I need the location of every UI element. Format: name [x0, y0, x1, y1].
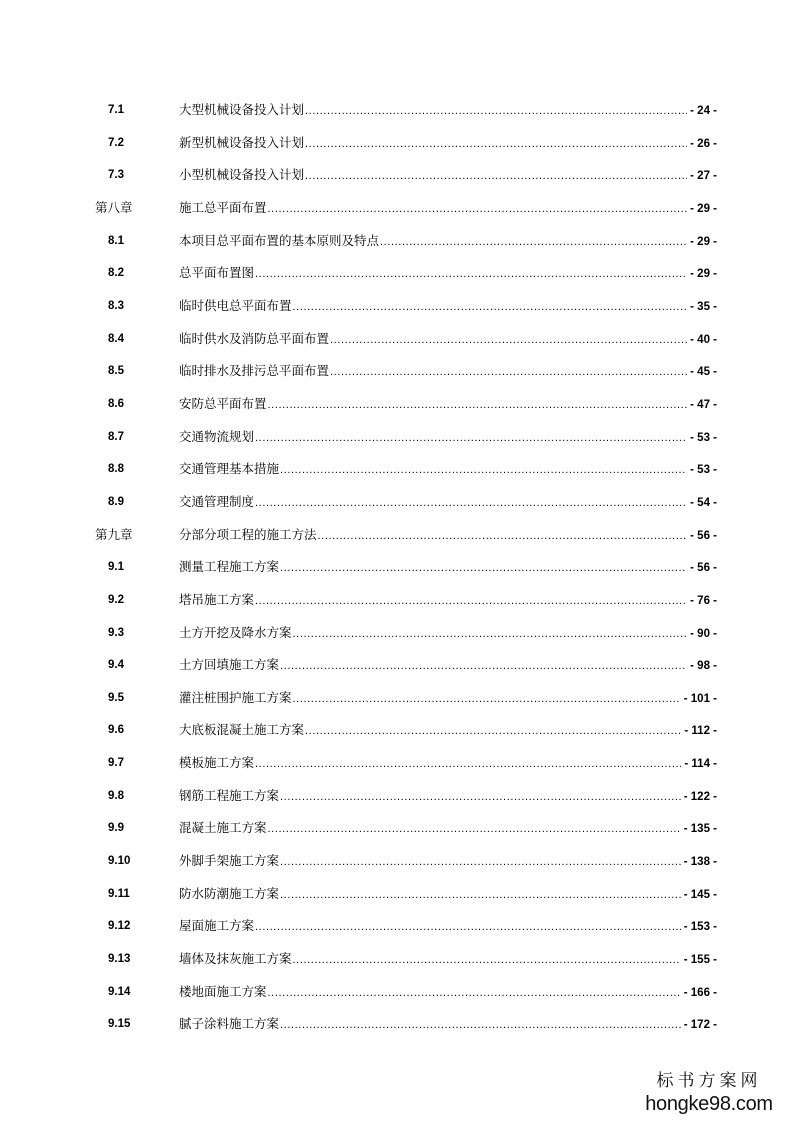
toc-entry[interactable] — [0, 290, 793, 323]
dot-leader — [318, 520, 688, 553]
dot-leader — [255, 422, 687, 455]
toc-entry-number: 8.4 — [108, 332, 124, 345]
toc-entry-title: 楼地面施工方案 — [179, 983, 267, 999]
watermark-url: hongke98.com — [645, 1093, 773, 1115]
toc-entry-page: - 172 - — [683, 1019, 717, 1032]
dot-leader — [293, 944, 681, 977]
toc-entry[interactable] — [0, 1008, 793, 1041]
toc-entry[interactable] — [0, 421, 793, 454]
dot-leader — [268, 193, 688, 226]
toc-entry-title: 分部分项工程的施工方法 — [179, 526, 317, 542]
toc-entry-number: 7.1 — [108, 104, 124, 116]
toc-entry-title: 外脚手架施工方案 — [179, 853, 280, 869]
toc-entry[interactable] — [0, 355, 793, 388]
toc-entry[interactable] — [0, 649, 793, 682]
toc-entry[interactable] — [0, 714, 793, 747]
toc-entry-page: - 56 - — [690, 529, 717, 542]
toc-entry-title: 屋面施工方案 — [179, 918, 255, 934]
toc-entry[interactable] — [0, 388, 793, 421]
toc-entry-page: - 53 - — [690, 431, 717, 444]
toc-entry-number: 9.4 — [108, 659, 124, 672]
dot-leader — [255, 487, 687, 520]
dot-leader — [280, 650, 687, 683]
toc-chapter-number: 第九章 — [95, 526, 133, 542]
toc-entry-title: 大底板混凝土施工方案 — [179, 722, 305, 738]
toc-entry-number: 8.8 — [108, 463, 124, 476]
toc-entry-page: - 98 - — [690, 660, 717, 673]
toc-entry-number: 9.12 — [108, 920, 131, 933]
toc-entry-number: 8.7 — [108, 430, 124, 443]
toc-entry[interactable] — [0, 127, 793, 160]
toc-entry-number: 8.6 — [108, 397, 124, 410]
table-of-contents — [0, 94, 793, 1041]
site-watermark — [639, 1070, 779, 1116]
toc-entry-title: 腻子涂料施工方案 — [179, 1016, 280, 1032]
toc-entry-page: - 35 - — [690, 300, 717, 313]
dot-leader — [280, 454, 687, 487]
toc-entry[interactable] — [0, 976, 793, 1009]
dot-leader — [330, 356, 687, 389]
toc-entry-title: 小型机械设备投入计划 — [179, 167, 305, 183]
dot-leader — [305, 160, 687, 193]
toc-entry-title: 总平面布置图 — [179, 265, 255, 281]
dot-leader — [268, 813, 681, 846]
toc-entry-page: - 45 - — [690, 366, 717, 379]
dot-leader — [255, 258, 687, 291]
toc-entry-page: - 56 - — [690, 562, 717, 575]
toc-entry[interactable] — [0, 584, 793, 617]
toc-entry-page: - 76 - — [690, 594, 717, 607]
toc-entry-page: - 54 - — [690, 496, 717, 509]
dot-leader — [305, 128, 687, 161]
dot-leader — [280, 781, 681, 814]
toc-entry-number: 9.3 — [108, 626, 124, 639]
toc-chapter-entry[interactable] — [0, 519, 793, 552]
toc-chapter-number: 第八章 — [95, 199, 133, 215]
toc-entry[interactable] — [0, 486, 793, 519]
dot-leader — [380, 226, 687, 259]
toc-entry-page: - 155 - — [683, 954, 717, 967]
toc-entry-title: 安防总平面布置 — [179, 395, 267, 411]
toc-entry-page: - 112 - — [684, 725, 717, 738]
dot-leader — [280, 846, 681, 879]
toc-entry[interactable] — [0, 551, 793, 584]
toc-entry-title: 临时供电总平面布置 — [179, 297, 292, 313]
toc-entry-title: 混凝土施工方案 — [179, 820, 267, 836]
dot-leader — [268, 977, 681, 1010]
toc-entry[interactable] — [0, 94, 793, 127]
toc-entry-number: 8.3 — [108, 299, 124, 312]
toc-entry-page: - 27 - — [690, 170, 717, 183]
toc-entry-page: - 53 - — [690, 464, 717, 477]
toc-entry-title: 新型机械设备投入计划 — [179, 134, 305, 150]
toc-entry[interactable] — [0, 910, 793, 943]
toc-entry-title: 土方开挖及降水方案 — [179, 624, 292, 640]
watermark-title: 标书方案网 — [656, 1071, 762, 1091]
toc-entry[interactable] — [0, 747, 793, 780]
toc-entry-title: 墙体及抹灰施工方案 — [179, 951, 292, 967]
toc-entry-title: 灌注桩围护施工方案 — [179, 689, 292, 705]
toc-entry-number: 9.6 — [108, 724, 124, 737]
dot-leader — [280, 1009, 681, 1042]
toc-entry[interactable] — [0, 323, 793, 356]
toc-entry-title: 临时排水及排污总平面布置 — [179, 363, 330, 379]
toc-entry[interactable] — [0, 225, 793, 258]
toc-entry-page: - 47 - — [690, 398, 717, 411]
toc-entry[interactable] — [0, 780, 793, 813]
toc-entry-page: - 145 - — [683, 888, 717, 901]
toc-entry-page: - 29 - — [690, 235, 717, 248]
dot-leader — [280, 879, 681, 912]
toc-entry-page: - 114 - — [684, 758, 717, 771]
dot-leader — [255, 585, 687, 618]
toc-entry[interactable] — [0, 878, 793, 911]
toc-entry-page: - 24 - — [690, 105, 717, 117]
toc-entry-number: 7.2 — [108, 136, 124, 149]
toc-entry-title: 防水防潮施工方案 — [179, 885, 280, 901]
toc-chapter-entry[interactable] — [0, 192, 793, 225]
toc-entry-number: 9.8 — [108, 789, 124, 802]
toc-entry-number: 8.2 — [108, 267, 124, 280]
toc-entry-number: 9.15 — [108, 1018, 131, 1031]
toc-entry[interactable] — [0, 845, 793, 878]
toc-entry-title: 临时供水及消防总平面布置 — [179, 330, 330, 346]
toc-entry-number: 9.5 — [108, 691, 124, 704]
toc-entry-title: 测量工程施工方案 — [179, 559, 280, 575]
dot-leader — [268, 389, 688, 422]
toc-entry-number: 9.14 — [108, 985, 131, 998]
toc-entry-number: 9.1 — [108, 561, 124, 574]
dot-leader — [293, 618, 688, 651]
toc-entry-number: 8.1 — [108, 234, 124, 247]
toc-entry-number: 8.9 — [108, 495, 124, 508]
toc-entry-number: 7.3 — [108, 169, 124, 182]
toc-entry-page: - 166 - — [683, 986, 717, 999]
toc-entry-number: 9.10 — [108, 855, 131, 868]
toc-entry-page: - 29 - — [690, 202, 717, 215]
dot-leader — [280, 552, 687, 585]
dot-leader — [255, 748, 681, 781]
dot-leader — [255, 911, 681, 944]
toc-entry-title: 塔吊施工方案 — [179, 591, 255, 607]
toc-entry[interactable] — [0, 453, 793, 486]
toc-entry-page: - 101 - — [683, 692, 717, 705]
dot-leader — [293, 291, 688, 324]
toc-entry-title: 土方回填施工方案 — [179, 657, 280, 673]
toc-entry[interactable] — [0, 617, 793, 650]
toc-entry-page: - 135 - — [683, 823, 717, 836]
dot-leader — [305, 715, 681, 748]
toc-entry[interactable] — [0, 257, 793, 290]
toc-entry-title: 本项目总平面布置的基本原则及特点 — [179, 232, 380, 248]
toc-entry-title: 交通管理制度 — [179, 493, 255, 509]
toc-entry-title: 交通管理基本措施 — [179, 461, 280, 477]
toc-entry-page: - 153 - — [683, 921, 717, 934]
toc-entry-page: - 90 - — [690, 627, 717, 640]
toc-entry-title: 施工总平面布置 — [179, 199, 267, 215]
toc-entry-number: 8.5 — [108, 365, 124, 378]
toc-entry-page: - 122 - — [683, 790, 717, 803]
toc-entry-number: 9.13 — [108, 953, 131, 966]
toc-entry-page: - 29 - — [690, 268, 717, 281]
dot-leader — [293, 683, 681, 716]
toc-entry-number: 9.2 — [108, 593, 124, 606]
dot-leader — [330, 324, 687, 357]
toc-entry-title: 交通物流规划 — [179, 428, 255, 444]
toc-entry-number: 9.7 — [108, 757, 124, 770]
toc-entry[interactable] — [0, 159, 793, 192]
toc-entry-number: 9.11 — [108, 887, 130, 900]
toc-entry-page: - 40 - — [690, 333, 717, 346]
toc-entry-page: - 26 - — [690, 137, 717, 150]
toc-entry-number: 9.9 — [108, 822, 124, 835]
dot-leader — [305, 95, 687, 128]
toc-entry[interactable] — [0, 812, 793, 845]
toc-entry-title: 大型机械设备投入计划 — [179, 102, 305, 117]
toc-entry-title: 钢筋工程施工方案 — [179, 787, 280, 803]
toc-entry[interactable] — [0, 943, 793, 976]
toc-entry-page: - 138 - — [683, 856, 717, 869]
toc-entry-title: 模板施工方案 — [179, 755, 255, 771]
toc-entry[interactable] — [0, 682, 793, 715]
